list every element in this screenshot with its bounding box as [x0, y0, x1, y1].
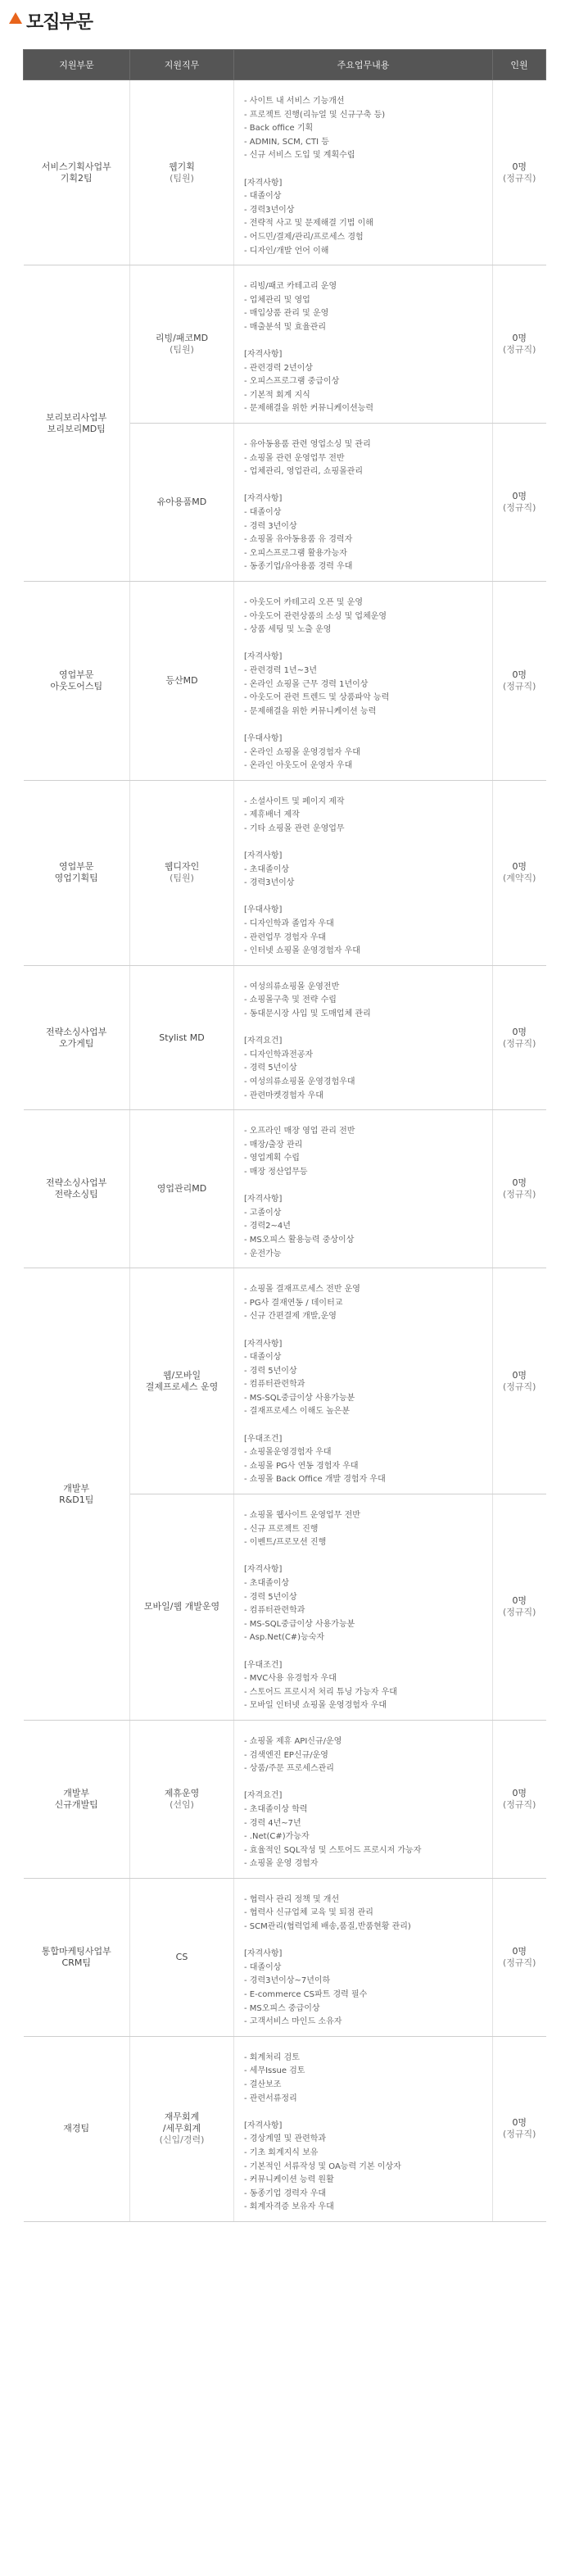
duty-line: - 모바일 인터넷 쇼핑몰 운영경험자 우대 [244, 1701, 387, 1711]
duty-line: - 검색엔진 EP신규/운영 [244, 1750, 328, 1760]
duty-line: [자격사항] [244, 2120, 283, 2130]
duty-line: - 관련경력 2년이상 [244, 363, 313, 373]
table-body [24, 80, 546, 2222]
job-title: (팀원) [170, 172, 194, 184]
duty-line: - 쇼핑몰운영경험자 우대 [244, 1448, 332, 1458]
duty-line: - 경력 4년~7년 [244, 1818, 301, 1828]
duty-line: - 온라인 아웃도어 운영자 우대 [244, 761, 353, 771]
duty-line: - 대졸이상 [244, 508, 282, 518]
duty-line: - 신규 서비스 도입 및 계획수립 [244, 151, 355, 161]
duty-line: - 초대졸이상 [244, 864, 290, 874]
duties-cell [234, 2036, 493, 2221]
job-cell [130, 1494, 234, 1721]
employment-type: (정규직) [503, 344, 536, 356]
dept-name: 재경팀 [63, 2123, 90, 2134]
duty-line: [자격요건] [244, 1791, 283, 1801]
duty-line: - 아웃도어 관련상품의 소싱 및 업체운영 [244, 611, 387, 621]
duty-line: - 아웃도어 관련 트렌드 및 상품파악 능력 [244, 693, 390, 703]
count-cell [493, 1110, 546, 1268]
dept-name: 보리보리사업부 [46, 411, 107, 423]
count-cell [493, 1878, 546, 2036]
duty-line: - 매장 정산업무등 [244, 1167, 308, 1177]
duty-line: - 결산보조 [244, 2080, 282, 2089]
count-cell [493, 965, 546, 1109]
duty-line: [자격요건] [244, 1036, 283, 1046]
headcount: 0명 [512, 2117, 527, 2129]
dept-name: 전략소싱사업부 [46, 1177, 107, 1189]
duty-line: - 매장/출장 관리 [244, 1140, 303, 1150]
spacer [244, 719, 492, 732]
duty-line: - ADMIN, SCM, CTI 등 [244, 137, 329, 147]
duty-line: - 인터넷 쇼핑몰 운영경험자 우대 [244, 946, 360, 956]
employment-type: (정규직) [503, 680, 536, 692]
spacer [244, 1180, 492, 1194]
dept-cell [24, 582, 130, 781]
duty-line: - 초대졸이상 학력 [244, 1804, 308, 1814]
duty-line: - 아웃도어 카테고리 오픈 및 운영 [244, 598, 364, 607]
spacer [244, 1419, 492, 1433]
duty-line: - 관련업무 경험자 우대 [244, 932, 327, 942]
duty-line: - 유아동용품 관련 영업소싱 및 관리 [244, 440, 371, 450]
duty-line: - 오프라인 매장 영업 관리 전반 [244, 1127, 355, 1136]
employment-type: (정규직) [503, 1189, 536, 1200]
duty-line: [자격사항] [244, 178, 283, 188]
job-cell [130, 1268, 234, 1494]
duty-line: [자격사항] [244, 494, 283, 504]
job-title: 리빙/패코MD [155, 333, 209, 344]
triangle-icon [9, 12, 22, 24]
count-cell [493, 780, 546, 965]
duty-line: - MS오피스 중급이상 [244, 2003, 320, 2013]
duty-line: [자격사항] [244, 652, 283, 662]
job-title: 모바일/웹 개발운영 [143, 1601, 220, 1612]
duty-line: - 매출분석 및 효율관리 [244, 322, 327, 332]
job-title: 웹/모바일 [162, 1369, 201, 1381]
headcount: 0명 [512, 1787, 527, 1798]
duty-line: - 기초 회계지식 보유 [244, 2147, 319, 2157]
duty-line: - 대졸이상 [244, 1962, 282, 1972]
duty-line: - 쇼핑몰 웹사이트 운영업무 전반 [244, 1511, 360, 1521]
table-row [24, 1878, 546, 2036]
job-cell [130, 80, 234, 265]
table-row [24, 1268, 546, 1494]
duty-line: - 경력 5년이상 [244, 1366, 297, 1376]
duty-line: [우대조건] [244, 1660, 283, 1670]
duty-line: - 프로젝트 진행(리뉴얼 및 신규구축 등) [244, 110, 386, 120]
duty-line: - 고졸이상 [244, 1208, 282, 1218]
headcount: 0명 [512, 333, 527, 344]
spacer [244, 1934, 492, 1948]
spacer [244, 891, 492, 905]
duties-cell [234, 582, 493, 781]
table-row [24, 265, 546, 424]
duty-line: - 온라인 쇼핑몰 운영경험자 우대 [244, 747, 360, 757]
count-cell [493, 1720, 546, 1878]
spacer [244, 1776, 492, 1790]
duty-line: - 여성의류쇼핑몰 운영경험우대 [244, 1077, 355, 1086]
job-cell [130, 1110, 234, 1268]
job-title: 제휴운영 [164, 1787, 200, 1798]
duty-line: - 오피스프로그램 활용가능자 [244, 548, 347, 558]
table-header [24, 50, 546, 80]
spacer [244, 1550, 492, 1564]
duty-line: - PG사 결재연동 / 데이터교 [244, 1298, 343, 1308]
duty-line: [자격사항] [244, 1565, 283, 1575]
duties-cell [234, 1110, 493, 1268]
duty-line: - Back office 기획 [244, 124, 314, 134]
duty-line: - 경력 5년이상 [244, 1064, 297, 1073]
duties-cell [234, 265, 493, 424]
duty-line: - 경상계열 및 관련학과 [244, 2134, 327, 2144]
duty-line: - 어드민/결제/관리/프로세스 경험 [244, 232, 364, 242]
spacer [244, 479, 492, 493]
table-row [24, 1720, 546, 1878]
duty-line: - 쇼핑몰 Back Office 개발 경험자 우대 [244, 1475, 386, 1485]
dept-cell [24, 265, 130, 582]
duty-line: - 매입상품 관리 및 운영 [244, 309, 329, 319]
duty-line: - 커뮤니케이션 능력 원활 [244, 2175, 334, 2185]
count-cell [493, 265, 546, 424]
duty-line: - 관련서류정리 [244, 2093, 297, 2103]
duties-cell [234, 80, 493, 265]
dept-cell [24, 80, 130, 265]
duty-line: - 쇼핑몰 결재프로세스 전반 운영 [244, 1285, 360, 1295]
employment-type: (정규직) [503, 502, 536, 514]
duty-line: - 문제해결을 위한 커뮤니케이션 능력 [244, 706, 377, 716]
job-title: /세무회계 [162, 2123, 201, 2134]
duties-cell [234, 424, 493, 582]
dept-name: 통합마케팅사업부 [41, 1945, 111, 1957]
employment-type: (정규직) [503, 172, 536, 184]
spacer [244, 1645, 492, 1659]
duty-line: - 이벤트/프로모션 진행 [244, 1538, 327, 1548]
duty-line: - 쇼핑몰 PG사 연동 경험자 우대 [244, 1461, 359, 1471]
spacer [244, 335, 492, 349]
duty-line: - 쇼핑몰 운영 경험자 [244, 1859, 319, 1869]
dept-cell [24, 1110, 130, 1268]
duty-line: - 제휴배너 제작 [244, 810, 300, 820]
header-count: 인원 [493, 50, 546, 80]
headcount: 0명 [512, 1945, 527, 1957]
job-title: Stylist MD [159, 1032, 205, 1043]
duty-line: - 경력2~4년 [244, 1222, 291, 1231]
job-title: (선임) [170, 1798, 194, 1810]
dept-name: 보리보리MD팀 [47, 423, 106, 434]
duty-line: - 디자인학과전공자 [244, 1050, 314, 1059]
job-cell [130, 1720, 234, 1878]
duty-line: - Asp.Net(C#)능숙자 [244, 1633, 325, 1643]
duties-cell [234, 1494, 493, 1721]
duty-line: - 리빙/패코 카테고리 운영 [244, 282, 337, 292]
employment-type: (정규직) [503, 2129, 536, 2140]
spacer [244, 2106, 492, 2120]
duty-line: - 관련경력 1년~3년 [244, 665, 318, 675]
job-title: CS [175, 1951, 188, 1962]
duty-line: - 세무Issue 검토 [244, 2066, 305, 2076]
job-cell [130, 780, 234, 965]
job-title: (신입/경력) [159, 2134, 205, 2146]
spacer [244, 163, 492, 177]
duty-line: [우대사항] [244, 733, 283, 743]
duties-cell [234, 965, 493, 1109]
duty-line: - 신규 간편결제 개발,운영 [244, 1312, 337, 1322]
duty-line: - 온라인 쇼핑몰 근무 경력 1년이상 [244, 679, 369, 689]
count-cell [493, 80, 546, 265]
dept-name: 개발부 [63, 1482, 90, 1494]
job-title: (팀원) [170, 873, 194, 884]
duty-line: - 영업계획 수립 [244, 1154, 300, 1163]
duty-line: - 효율적인 SQL작성 및 스토어드 프로시저 가능자 [244, 1845, 422, 1855]
dept-name: 영업부문 [58, 669, 94, 680]
duty-line: - 사이트 내 서비스 기능개선 [244, 97, 345, 106]
dept-name: 아웃도어스팀 [50, 680, 103, 692]
dept-name: 영업부문 [58, 861, 94, 873]
dept-cell [24, 1720, 130, 1878]
duty-line: [자격사항] [244, 851, 283, 861]
page-title: 모집부문 [26, 12, 93, 33]
count-cell [493, 424, 546, 582]
duties-cell [234, 1720, 493, 1878]
dept-name: 서비스기획사업부 [41, 161, 111, 172]
duty-line: - 대졸이상 [244, 192, 282, 202]
duty-line: - 운전가능 [244, 1249, 282, 1259]
duty-line: [우대사항] [244, 905, 283, 915]
duty-line: - 디자인/개발 언어 이해 [244, 246, 329, 256]
duty-line: - 컴퓨터관련학과 [244, 1380, 305, 1390]
dept-cell [24, 965, 130, 1109]
duty-line: - 소셜사이트 및 페이지 제작 [244, 796, 345, 806]
job-cell [130, 965, 234, 1109]
dept-cell [24, 2036, 130, 2221]
header-job: 지원직무 [130, 50, 234, 80]
duty-line: - 여성의류쇼핑몰 운영전반 [244, 982, 340, 991]
duty-line: - 오피스프로그램 중급이상 [244, 377, 340, 387]
table-row [24, 965, 546, 1109]
dept-cell [24, 1878, 130, 2036]
recruitment-table [23, 49, 546, 2222]
duty-line: - 고객서비스 마인드 소유자 [244, 2017, 342, 2027]
headcount: 0명 [512, 1369, 527, 1381]
count-cell [493, 1494, 546, 1721]
employment-type: (계약직) [503, 873, 536, 884]
dept-name: 오가게팀 [58, 1037, 94, 1049]
duty-line: - 관련마켓경험자 우대 [244, 1091, 323, 1100]
job-cell [130, 582, 234, 781]
dept-name: 기획2팀 [60, 172, 93, 184]
dept-name: 전략소싱사업부 [46, 1026, 107, 1037]
duty-line: [우대조건] [244, 1434, 283, 1444]
duty-line: [자격사항] [244, 1949, 283, 1959]
employment-type: (정규직) [503, 1798, 536, 1810]
spacer [244, 837, 492, 850]
header-dept: 지원부문 [24, 50, 130, 80]
duty-line: - 상품/주문 프로세스관리 [244, 1764, 334, 1774]
duty-line: - 쇼핑몰 관련 운영업무 전반 [244, 453, 345, 463]
employment-type: (정규직) [503, 1957, 536, 1968]
duties-cell [234, 1878, 493, 2036]
table-row [24, 582, 546, 781]
duty-line: - E-commerce CS파트 경력 필수 [244, 1990, 368, 2000]
duty-line: - 디자인학과 졸업자 우대 [244, 919, 334, 929]
header-duties: 주요업무내용 [234, 50, 493, 80]
headcount: 0명 [512, 1177, 527, 1189]
duty-line: - 기본적 회계 지식 [244, 390, 310, 400]
count-cell [493, 582, 546, 781]
dept-name: CRM팀 [61, 1957, 91, 1968]
dept-name: 신규개발팀 [54, 1798, 98, 1810]
employment-type: (정규직) [503, 1037, 536, 1049]
duty-line: - 기타 쇼핑몰 관련 운영업무 [244, 823, 345, 833]
job-cell [130, 265, 234, 424]
job-title: 영업관리MD [156, 1183, 207, 1195]
duty-line: - 대졸이상 [244, 1353, 282, 1363]
duty-line: - 쇼핑몰 유아동용품 유 경력자 [244, 535, 353, 545]
duty-line: - 동종기업 경력자 우대 [244, 2188, 327, 2198]
job-title: 재무회계 [164, 2111, 200, 2123]
section-header [0, 0, 588, 43]
duty-line: - 경력3년이상 [244, 878, 295, 888]
job-cell [130, 2036, 234, 2221]
job-cell [130, 1878, 234, 2036]
dept-name: 개발부 [63, 1787, 90, 1798]
table-row [24, 80, 546, 265]
table-row [24, 780, 546, 965]
duty-line: - 협력사 관리 정책 및 개선 [244, 1894, 340, 1904]
duty-line: - 컴퓨터관련학과 [244, 1606, 305, 1616]
employment-type: (정규직) [503, 1381, 536, 1392]
duty-line: - 경력3년이상~7년이하 [244, 1976, 331, 1986]
duty-line: - 경력 3년이상 [244, 521, 297, 531]
duty-line: - 결재프로세스 이해도 높은분 [244, 1407, 351, 1417]
employment-type: (정규직) [503, 1607, 536, 1618]
count-cell [493, 2036, 546, 2221]
duty-line: - 초대졸이상 [244, 1579, 290, 1588]
duty-line: [자격사항] [244, 1195, 283, 1204]
duty-line: [자격사항] [244, 350, 283, 360]
headcount: 0명 [512, 669, 527, 680]
duty-line: - 동종기업/유아용품 경력 우대 [244, 562, 353, 572]
duty-line: - SCM관리(협력업체 배송,품질,반품현황 관리) [244, 1922, 411, 1932]
duty-line: - 전략적 사고 및 문제해결 기법 이해 [244, 219, 373, 229]
job-title: 등산MD [165, 674, 198, 686]
job-title: 결제프로세스 운영 [145, 1381, 219, 1392]
job-title: (팀원) [170, 344, 194, 356]
dept-name: 영업기획팀 [54, 873, 98, 884]
count-cell [493, 1268, 546, 1494]
duty-line: - 업체관리 및 영업 [244, 295, 310, 305]
duty-line: - 경력3년이상 [244, 205, 295, 215]
headcount: 0명 [512, 1595, 527, 1607]
duty-line: - 업체관리, 영업관리, 쇼핑몰관리 [244, 467, 364, 477]
duties-cell [234, 780, 493, 965]
duty-line: - MS오피스 활용능력 중상이상 [244, 1235, 355, 1245]
dept-cell [24, 1268, 130, 1721]
duty-line: - 기본적인 서류작성 및 OA능력 기본 이상자 [244, 2161, 401, 2171]
spacer [244, 637, 492, 651]
job-title: 유아용품MD [156, 497, 207, 508]
dept-cell [24, 780, 130, 965]
duty-line: - 협력사 신규업체 교육 및 퇴점 관리 [244, 1908, 373, 1918]
job-title: 웹디자인 [164, 861, 200, 873]
duty-line: - MVC사용 유경험자 우대 [244, 1674, 337, 1684]
headcount: 0명 [512, 861, 527, 873]
table-row [24, 2036, 546, 2221]
job-title: 웹기획 [169, 161, 195, 172]
duty-line: - 상품 세팅 및 노출 운영 [244, 625, 332, 635]
headcount: 0명 [512, 161, 527, 172]
duty-line: - MS-SQL중급이상 사용가능분 [244, 1393, 355, 1403]
duty-line: - 경력 5년이상 [244, 1592, 297, 1602]
duties-cell [234, 1268, 493, 1494]
duty-line: - 신규 프로젝트 진행 [244, 1524, 319, 1534]
duty-line: - 회계처리 검토 [244, 2052, 300, 2062]
spacer [244, 1022, 492, 1036]
duty-line: - 쇼핑몰구축 및 전략 수립 [244, 995, 337, 1005]
duty-line: - 쇼핑몰 제휴 API신규/운영 [244, 1736, 342, 1746]
spacer [244, 1324, 492, 1338]
headcount: 0명 [512, 1026, 527, 1037]
headcount: 0명 [512, 491, 527, 502]
duty-line: - MS-SQL중급이상 사용가능분 [244, 1619, 355, 1629]
duty-line: - 문제해결을 위한 커뮤니케이션능력 [244, 404, 374, 414]
duty-line: - 회계자격증 보유자 우대 [244, 2202, 334, 2212]
job-cell [130, 424, 234, 582]
duty-line: - 동대문시장 사입 및 도매업체 관리 [244, 1009, 371, 1019]
table-row [24, 1110, 546, 1268]
duty-line: [자격사항] [244, 1339, 283, 1349]
dept-name: 전략소싱팀 [54, 1189, 98, 1200]
duty-line: - 스토어드 프로시저 처리 튜닝 가능자 우대 [244, 1687, 397, 1697]
duty-line: - .Net(C#)가능자 [244, 1832, 310, 1842]
dept-name: R&D1팀 [59, 1494, 94, 1505]
